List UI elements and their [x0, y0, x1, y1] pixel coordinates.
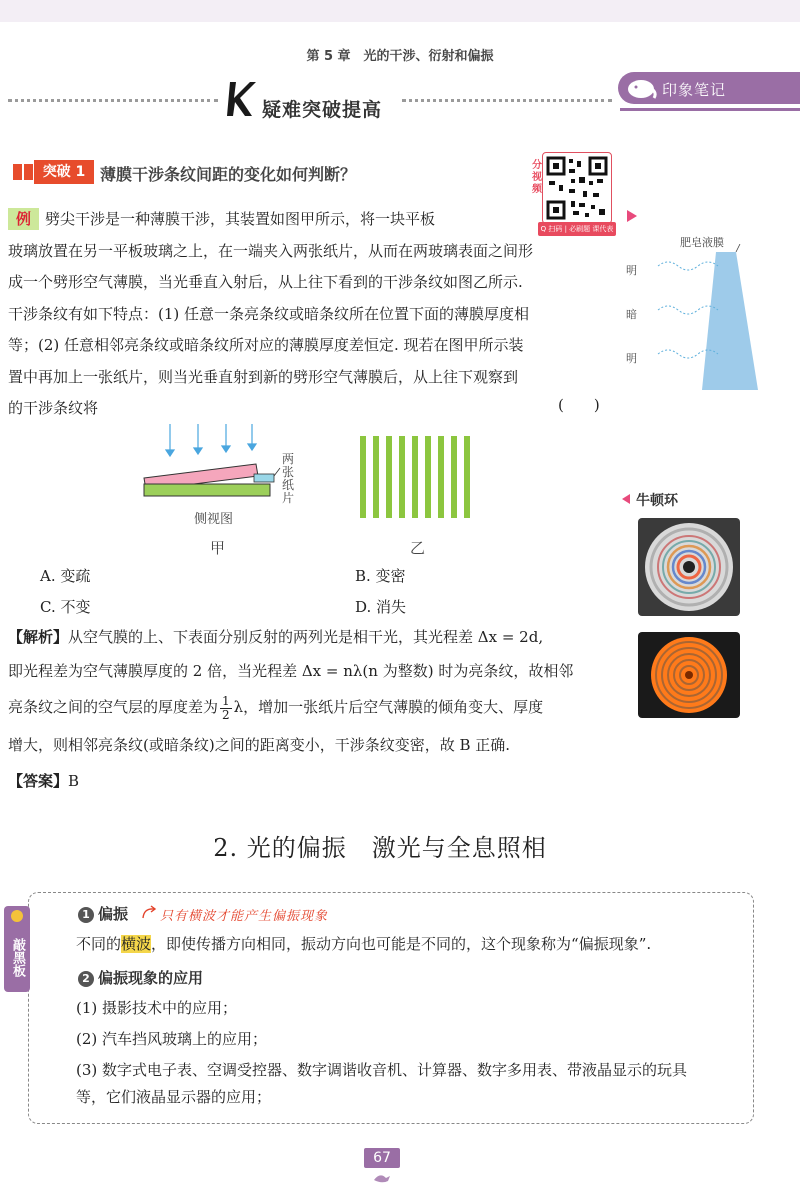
bright-label-2: 明: [626, 352, 637, 365]
section-title: 疑难突破提高: [262, 99, 383, 121]
page-number: 67: [364, 1148, 400, 1168]
newton-rings-photo-2: [638, 632, 740, 718]
elephant-icon: [624, 75, 658, 101]
option-d[interactable]: D. 消失: [355, 598, 407, 616]
example-line-3: 成一个劈形空气薄膜，当光垂直入射后，从上往下看到的干涉条纹如图乙所示.: [8, 273, 523, 291]
figure-yi-label: 乙: [410, 539, 426, 557]
bird-icon: [372, 1172, 392, 1184]
notes-label: 印象笔记: [662, 81, 727, 99]
newton-rings-label: 牛顿环: [636, 493, 678, 509]
newton-rings-photo-1: [638, 518, 740, 616]
solution-line-4: 增大，则相邻亮条纹(或暗条纹)之间的距离变小，干涉条纹变密，故 B 正确.: [8, 736, 511, 754]
margin-marker-icon: [627, 210, 637, 222]
fringe-pattern-figure: [360, 436, 478, 518]
application-item-1: (1) 摄影技术中的应用；: [76, 999, 238, 1017]
example-tag: 例: [8, 208, 39, 230]
application-item-2: (2) 汽车挡风玻璃上的应用；: [76, 1030, 268, 1048]
lightbulb-icon: [11, 910, 23, 922]
notes-divider: [620, 108, 800, 111]
solution-line-2: 即光程差为空气薄膜厚度的 2 倍，当光程差 Δx = nλ(n 为整数) 时为亮条纹，故相邻: [8, 662, 574, 680]
option-c[interactable]: C. 不变: [40, 598, 91, 616]
two-paper-label: 两张纸片: [282, 452, 295, 505]
newton-marker-icon: [622, 494, 630, 504]
fraction: $\frac{1}{2}$: [222, 693, 230, 722]
highlight-transverse-wave: 横波: [121, 935, 152, 953]
header-band: [0, 0, 800, 22]
solution-block: [8, 622, 613, 796]
breakthrough-tag: 突破 1: [34, 160, 94, 184]
handwritten-arrow-icon: [140, 904, 160, 922]
heading-polarization: 1 偏振: [78, 903, 128, 924]
soap-film-label: 肥皂液膜: [680, 236, 724, 249]
k-logo-icon: [222, 76, 262, 120]
answer-line: 【答案】B: [8, 772, 80, 790]
qr-caption: Q 扫码 | 必刷题 课代表: [538, 222, 616, 236]
option-b[interactable]: B. 变密: [355, 567, 406, 585]
application-item-3: (3) 数字式电子表、空调受控器、数字调谐收音机、计算器、数字多用表、带液晶显示的玩具: [76, 1061, 688, 1079]
bright-label-1: 明: [626, 264, 637, 277]
side-view-label: 侧视图: [194, 512, 234, 527]
solution-line-1: 【解析】从空气膜的上、下表面分别反射的两列光是相干光，其光程差 Δx = 2d,: [8, 628, 544, 646]
chapter-title: 第 5 章 光的干涉、衍射和偏振: [306, 49, 494, 64]
soap-film-figure: [640, 244, 780, 394]
dotted-divider-right: [402, 99, 612, 102]
option-a[interactable]: A. 变疏: [40, 567, 91, 585]
breakthrough-title: 薄膜干涉条纹间距的变化如何判断？: [100, 165, 357, 184]
example-line-5: 等；(2) 任意相邻亮条纹或暗条纹所对应的薄膜厚度差恒定. 现若在图甲所示装: [8, 336, 524, 354]
example-line-2: 玻璃放置在另一平板玻璃之上，在一端夹入两张纸片，从而在两玻璃表面之间形: [8, 242, 534, 260]
answer-bracket: ( ): [558, 396, 600, 414]
qr-side-label: 分视频: [532, 160, 542, 195]
example-line-4: 干涉条纹有如下特点：(1) 任意一条亮条纹或暗条纹所在位置下面的薄膜厚度相: [8, 305, 530, 323]
blackboard-side-text: 敲黑板: [10, 937, 25, 977]
solution-line-3: 亮条纹之间的空气层的厚度差为 $\frac{1}{2}$ λ，增加一张纸片后空气薄膜的倾角变大、厚度: [8, 693, 544, 722]
dotted-divider-left: [8, 99, 218, 102]
polarization-definition: 不同的横波，即使传播方向相同，振动方向也可能是不同的，这个现象称为“偏振现象”.: [76, 935, 652, 953]
book-icon: [12, 161, 34, 183]
section-2-title: 2. 光的偏振 激光与全息照相: [213, 834, 547, 862]
application-item-3-cont: 等，它们液晶显示器的应用；: [76, 1088, 272, 1106]
handwritten-note: 只有横波才能产生偏振现象: [160, 909, 329, 924]
example-line-6: 置中再加上一张纸片，则当光垂直射到新的劈形空气薄膜后，从上往下观察到: [8, 368, 519, 386]
example-line-1: 例 劈尖干涉是一种薄膜干涉，其装置如图甲所示，将一块平板: [8, 204, 608, 236]
example-line-7: 的干涉条纹将: [8, 399, 99, 417]
dark-label: 暗: [626, 308, 637, 321]
heading-applications: 2 偏振现象的应用: [78, 967, 203, 988]
figure-jia-label: 甲: [210, 539, 226, 557]
